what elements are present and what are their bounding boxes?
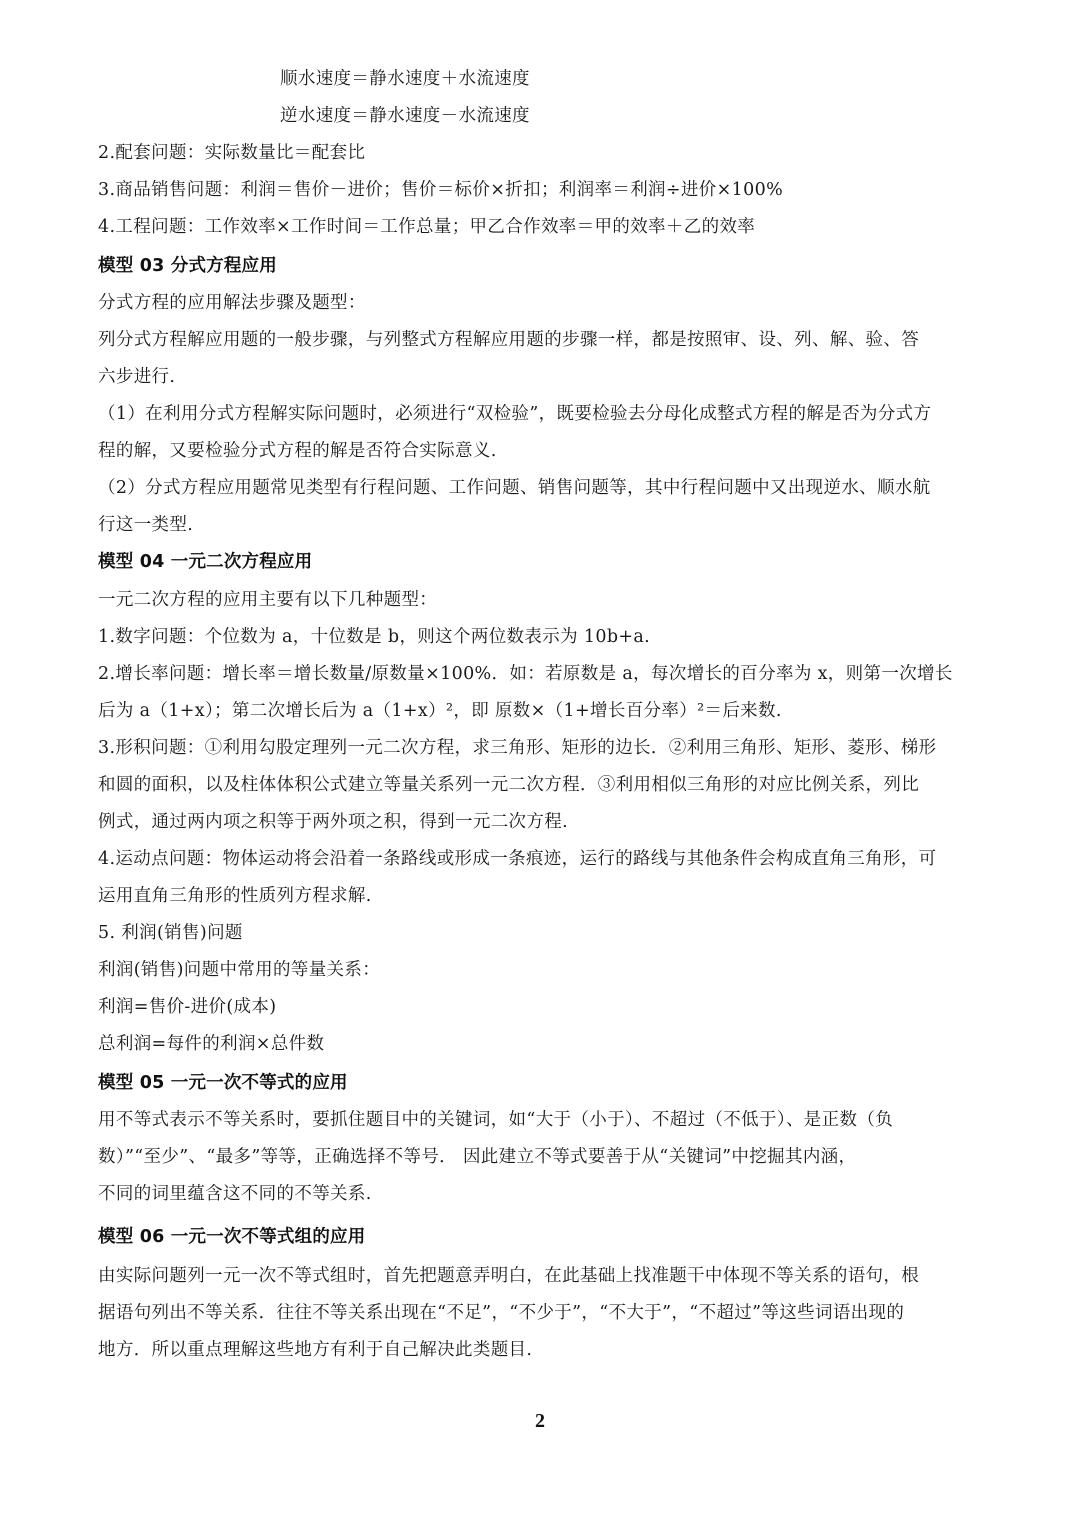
- section-heading: 模型 06 一元一次不等式组的应用: [98, 1227, 366, 1247]
- text-line: 地方．所以重点理解这些地方有利于自己解决此类题目.: [98, 1340, 533, 1360]
- page-number: 2: [535, 1410, 545, 1432]
- text-line: 逆水速度＝静水速度－水流速度: [280, 106, 530, 126]
- section-heading: 模型 04 一元二次方程应用: [98, 552, 313, 572]
- section-heading: 模型 05 一元一次不等式的应用: [98, 1073, 348, 1093]
- text-line: （2）分式方程应用题常见类型有行程问题、工作问题、销售问题等，其中行程问题中又出现逆水、顺水航: [98, 478, 931, 498]
- section-heading: 模型 03 分式方程应用: [98, 256, 277, 276]
- text-line: （1）在利用分式方程解实际问题时，必须进行“双检验”，既要检验去分母化成整式方程的解是否为分式方: [98, 404, 932, 424]
- text-line: 据语句列出不等关系．往往不等关系出现在“不足”，“不少于”，“不大于”，“不超过”等这些词语出现的: [98, 1303, 905, 1323]
- text-line: 数）”“至少”、“最多”等等，正确选择不等号． 因此建立不等式要善于从“关键词”中挖掘其内涵，: [98, 1147, 857, 1167]
- text-line: 3.商品销售问题：利润＝售价－进价；售价＝标价×折扣；利润率＝利润÷进价×100%: [98, 180, 784, 200]
- text-line: 由实际问题列一元一次不等式组时，首先把题意弄明白，在此基础上找准题干中体现不等关系的语句，根: [98, 1266, 920, 1286]
- text-line: 例式，通过两内项之积等于两外项之积，得到一元二次方程.: [98, 812, 569, 832]
- text-line: 2.增长率问题：增长率＝增长数量/原数量×100%．如：若原数是 a，每次增长的百分率为 x，则第一次增长: [98, 664, 953, 684]
- text-line: 行这一类型.: [98, 515, 194, 535]
- text-line: 运用直角三角形的性质列方程求解.: [98, 886, 372, 906]
- text-line: 2.配套问题：实际数量比＝配套比: [98, 143, 366, 163]
- text-line: 4.工程问题：工作效率×工作时间＝工作总量；甲乙合作效率＝甲的效率＋乙的效率: [98, 217, 756, 237]
- text-line: 程的解，又要检验分式方程的解是否符合实际意义.: [98, 441, 497, 461]
- text-line: 3.形积问题：①利用勾股定理列一元二次方程，求三角形、矩形的边长．②利用三角形、矩形、菱形、梯形: [98, 738, 937, 758]
- text-line: 总利润=每件的利润×总件数: [98, 1034, 325, 1054]
- text-line: 列分式方程解应用题的一般步骤，与列整式方程解应用题的步骤一样，都是按照审、设、列、解、验、答: [98, 330, 920, 350]
- text-line: 4.运动点问题：物体运动将会沿着一条路线或形成一条痕迹，运行的路线与其他条件会构成直角三角形，可: [98, 849, 937, 869]
- text-line: 分式方程的应用解法步骤及题型：: [98, 293, 366, 313]
- text-line: 利润=售价-进价(成本): [98, 997, 277, 1017]
- text-line: 一元二次方程的应用主要有以下几种题型：: [98, 590, 438, 610]
- text-line: 5. 利润(销售)问题: [98, 923, 243, 943]
- text-line: 六步进行.: [98, 367, 176, 387]
- text-line: 和圆的面积，以及柱体体积公式建立等量关系列一元二次方程．③利用相似三角形的对应比例关系，列比: [98, 775, 920, 795]
- text-line: 不同的词里蕴含这不同的不等关系.: [98, 1184, 372, 1204]
- text-line: 利润(销售)问题中常用的等量关系：: [98, 960, 381, 980]
- text-line: 后为 a（1+x）；第二次增长后为 a（1+x）²，即 原数×（1+增长百分率）²＝后来数.: [98, 701, 782, 721]
- text-line: 用不等式表示不等关系时，要抓住题目中的关键词，如“大于（小于）、不超过（不低于）、是正数（负: [98, 1110, 894, 1130]
- text-line: 顺水速度＝静水速度＋水流速度: [280, 69, 530, 89]
- text-line: 1.数字问题：个位数为 a，十位数是 b，则这个两位数表示为 10b+a.: [98, 627, 651, 647]
